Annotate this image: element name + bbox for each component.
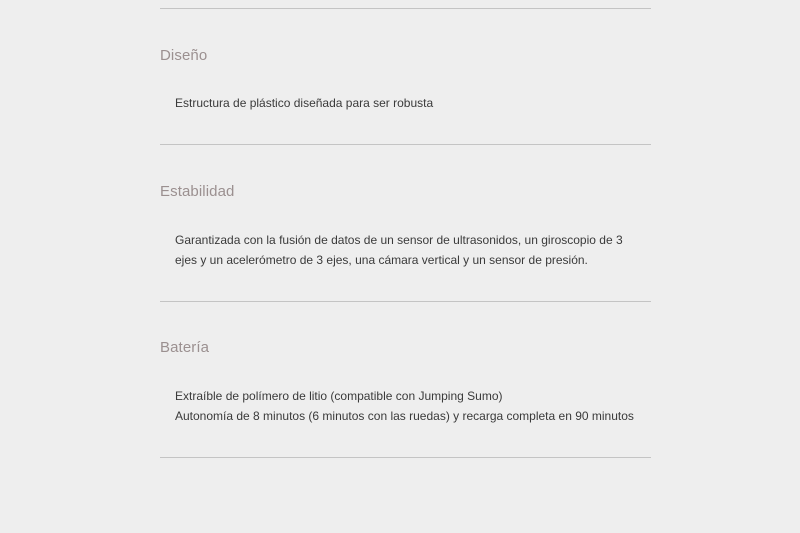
section-text-diseno [175,93,645,113]
divider [160,301,651,302]
section-heading-estabilidad: Estabilidad [160,183,235,200]
divider [160,144,651,145]
section-text-line: Extraíble de polímero de litio (compatible con Jumping Sumo) [175,389,503,403]
divider-top [160,8,651,9]
section-text-estabilidad [175,230,645,270]
section-text-line: Estructura de plástico diseñada para ser robusta [175,96,434,110]
section-text-line: Garantizada con la fusión de datos de un sensor de ultrasonidos, un giroscopio de 3 [175,233,623,247]
section-heading-bateria: Batería [160,339,210,356]
section-text-bateria [175,386,645,426]
section-heading-diseno: Diseño [160,47,208,64]
section-text-line: Autonomía de 8 minutos (6 minutos con las ruedas) y recarga completa en 90 minutos [175,409,634,423]
section-text-line: ejes y un acelerómetro de 3 ejes, una cámara vertical y un sensor de presión. [175,253,588,267]
divider-bottom [160,457,651,458]
